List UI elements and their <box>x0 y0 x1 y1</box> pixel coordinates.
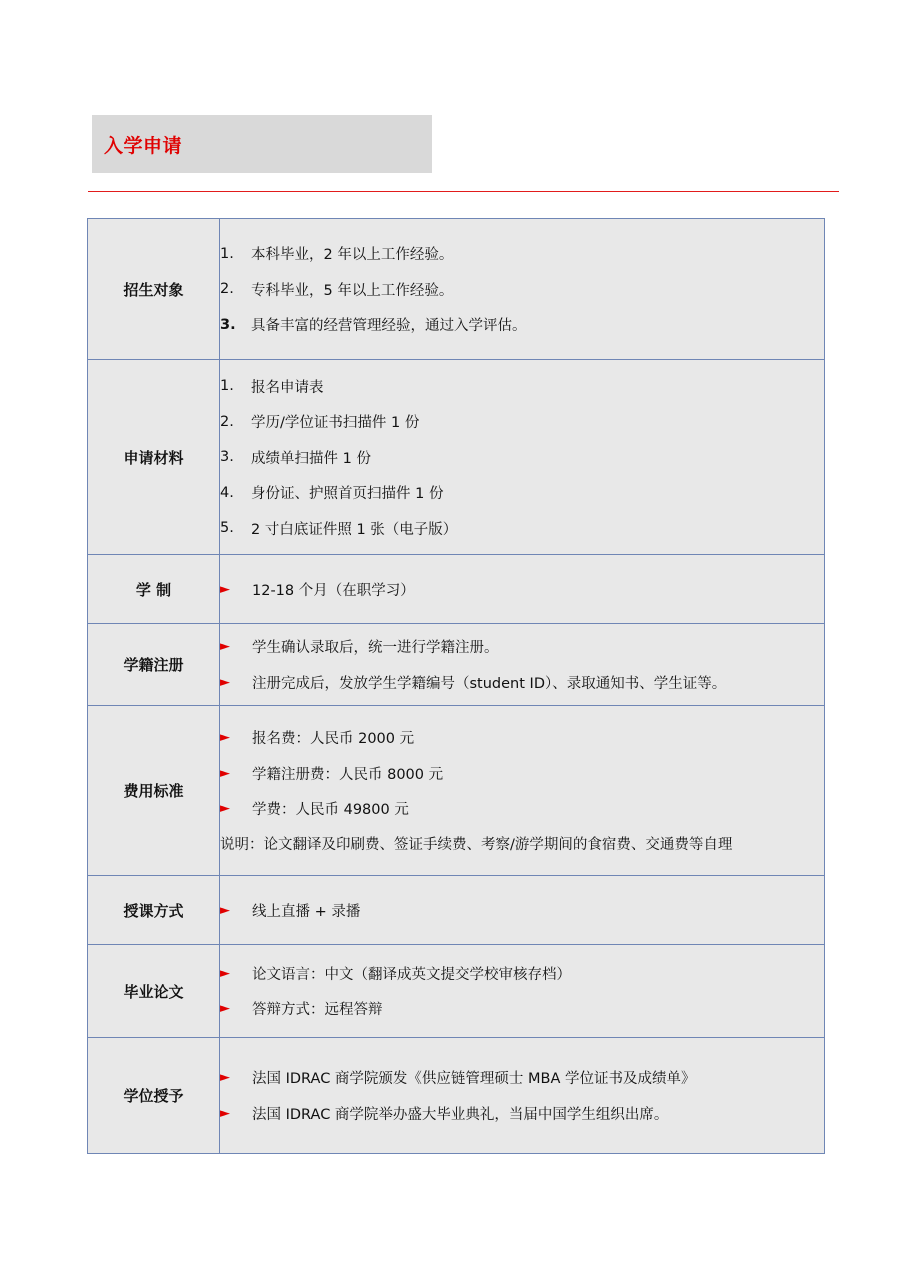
fee-note: 说明：论文翻译及印刷费、签证手续费、考察/游学期间的食宿费、交通费等自理 <box>220 837 733 854</box>
list-item <box>220 1060 824 1096</box>
list-item <box>220 571 824 607</box>
table-row <box>88 360 825 555</box>
list-item <box>220 510 824 546</box>
title-divider <box>88 191 839 192</box>
row-label: 学位授予 <box>88 1038 220 1154</box>
item-number: 5. <box>220 520 234 536</box>
table-row <box>88 945 825 1038</box>
item-text: 本科毕业，2 年以上工作经验。 <box>251 247 454 263</box>
item-text: 具备丰富的经营管理经验，通过入学评估。 <box>251 318 527 334</box>
item-text: 2 寸白底证件照 1 张（电子版） <box>251 521 458 538</box>
list-item <box>220 755 824 791</box>
item-text: 学费：人民币 49800 元 <box>252 802 409 818</box>
table-row <box>88 219 825 360</box>
item-text: 报名费：人民币 2000 元 <box>252 731 415 747</box>
list-item <box>220 439 824 475</box>
item-text: 法国 IDRAC 商学院举办盛大毕业典礼，当届中国学生组织出席。 <box>252 1106 669 1123</box>
section-title: 入学申请 <box>104 134 183 157</box>
item-text: 法国 IDRAC 商学院颁发《供应链管理硕士 MBA 学位证书及成绩单》 <box>252 1071 696 1088</box>
red-triangle-icon: ► <box>220 1105 230 1121</box>
row-label: 招生对象 <box>88 219 220 360</box>
row-label: 授课方式 <box>88 876 220 945</box>
red-triangle-icon: ► <box>220 1070 230 1086</box>
list-item <box>220 665 824 701</box>
item-number: 3. <box>220 316 236 333</box>
red-triangle-icon: ► <box>220 902 230 918</box>
list-item <box>220 1096 824 1132</box>
item-text: 论文语言：中文（翻译成英文提交学校审核存档） <box>252 966 571 983</box>
list-item <box>220 307 824 343</box>
table-row <box>88 706 825 876</box>
row-content <box>220 945 825 1038</box>
table-row <box>88 624 825 706</box>
table-row <box>88 1038 825 1154</box>
table-row <box>88 555 825 624</box>
row-content <box>220 624 825 706</box>
item-number: 2. <box>220 413 234 430</box>
item-number: 1. <box>220 378 234 394</box>
item-text: 报名申请表 <box>251 379 324 396</box>
item-text: 注册完成后，发放学生学籍编号（student ID）、录取通知书、学生证等。 <box>252 675 727 692</box>
item-text: 身份证、护照首页扫描件 1 份 <box>251 486 444 502</box>
item-number: 3. <box>220 449 234 465</box>
row-label: 学籍注册 <box>88 624 220 706</box>
item-text: 专科毕业，5 年以上工作经验。 <box>251 282 454 299</box>
table-row <box>88 876 825 945</box>
item-text: 线上直播 + 录播 <box>252 903 361 920</box>
item-number: 2. <box>220 281 234 297</box>
section-title-box <box>92 115 432 173</box>
row-content <box>220 1038 825 1154</box>
row-content <box>220 555 825 624</box>
red-triangle-icon: ► <box>220 965 230 981</box>
list-item <box>220 629 824 665</box>
red-triangle-icon: ► <box>220 639 230 655</box>
list-item <box>220 271 824 307</box>
list-item <box>220 404 824 440</box>
red-triangle-icon: ► <box>220 730 230 745</box>
item-text: 成绩单扫描件 1 份 <box>251 450 371 467</box>
admission-info-table <box>87 218 825 1154</box>
row-label: 毕业论文 <box>88 945 220 1038</box>
item-text: 12-18 个月（在职学习） <box>252 582 415 599</box>
row-label: 学 制 <box>88 555 220 624</box>
red-triangle-icon: ► <box>220 765 230 781</box>
red-triangle-icon: ► <box>220 801 230 816</box>
item-text: 答辩方式：远程答辩 <box>252 1002 383 1019</box>
item-number: 4. <box>220 484 234 501</box>
item-number: 1. <box>220 245 234 262</box>
list-item <box>220 991 824 1027</box>
list-item <box>220 720 824 756</box>
row-content <box>220 706 825 876</box>
list-item <box>220 236 824 272</box>
item-text: 学生确认录取后，统一进行学籍注册。 <box>252 640 499 657</box>
item-text: 学籍注册费：人民币 8000 元 <box>252 766 444 783</box>
row-content <box>220 219 825 360</box>
list-item <box>220 368 824 404</box>
red-triangle-icon: ► <box>220 581 230 597</box>
red-triangle-icon: ► <box>220 674 230 690</box>
row-content <box>220 360 825 555</box>
list-item <box>220 791 824 827</box>
red-triangle-icon: ► <box>220 1001 230 1017</box>
row-label: 费用标准 <box>88 706 220 876</box>
row-content <box>220 876 825 945</box>
row-label: 申请材料 <box>88 360 220 555</box>
list-item <box>220 956 824 992</box>
list-item <box>220 892 824 928</box>
list-item <box>220 475 824 511</box>
item-text: 学历/学位证书扫描件 1 份 <box>251 415 420 431</box>
